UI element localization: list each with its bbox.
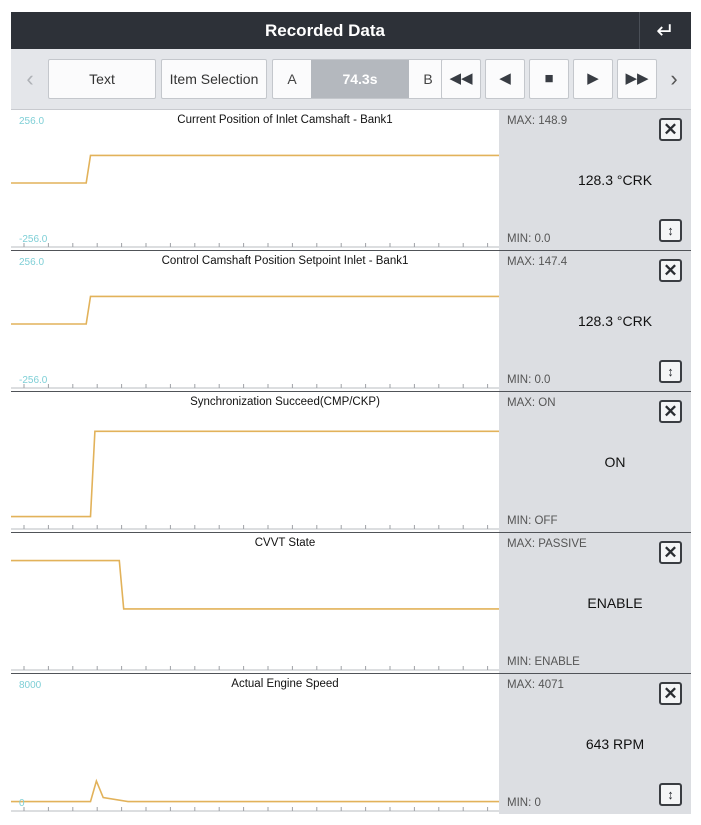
max-value: MAX: ON [507, 397, 556, 409]
value-panel [499, 674, 691, 814]
current-value: 128.3 °CRK [577, 172, 653, 188]
min-value: MIN: 0.0 [507, 233, 551, 245]
trace-line [11, 296, 499, 324]
min-value: MIN: 0.0 [507, 374, 551, 386]
graph [11, 533, 499, 673]
value-panel [499, 533, 691, 673]
graph-title: Current Position of Inlet Camshaft - Bank1 [177, 114, 393, 126]
graph-canvas [11, 392, 499, 532]
y-max-label: 256.0 [19, 257, 45, 268]
toolbar [11, 49, 691, 110]
trace-line [11, 431, 499, 516]
step-back-icon[interactable]: ◀ [485, 59, 525, 99]
value-panel [499, 251, 691, 391]
graph-canvas [11, 110, 499, 250]
graph [11, 392, 499, 532]
y-max-label: 256.0 [19, 116, 45, 127]
trace-line [11, 561, 499, 609]
max-value: MAX: PASSIVE [507, 538, 587, 550]
scale-icon[interactable]: ↕ [659, 783, 682, 806]
value-panel [499, 392, 691, 532]
chevron-right-icon[interactable]: › [670, 66, 678, 91]
data-row [11, 392, 691, 533]
data-row [11, 110, 691, 251]
title-bar [11, 12, 691, 49]
text-button[interactable]: Text [48, 59, 156, 99]
cursor-b-button[interactable]: B [423, 71, 433, 87]
value-panel [499, 110, 691, 250]
max-value: MAX: 4071 [507, 679, 564, 691]
return-arrow-icon[interactable]: ↵ [639, 12, 691, 49]
close-icon[interactable]: ✕ [659, 682, 682, 705]
max-value: MAX: 148.9 [507, 115, 568, 127]
current-value: ON [604, 454, 626, 470]
min-value: MIN: ENABLE [507, 656, 580, 668]
graph [11, 110, 499, 250]
cursor-a-button[interactable]: A [287, 71, 297, 87]
item-selection-button[interactable]: Item Selection [161, 59, 267, 99]
graph-title: CVVT State [254, 537, 316, 549]
graph [11, 251, 499, 391]
graph-canvas [11, 251, 499, 391]
trace-line [11, 155, 499, 183]
close-icon[interactable]: ✕ [659, 541, 682, 564]
fast-rewind-icon[interactable]: ◀◀ [441, 59, 481, 99]
scale-icon[interactable]: ↕ [659, 219, 682, 242]
close-icon[interactable]: ✕ [659, 259, 682, 282]
graph-title: Synchronization Succeed(CMP/CKP) [190, 396, 380, 408]
y-max-label: 8000 [19, 680, 42, 691]
page-title: Recorded Data [265, 21, 385, 40]
close-icon[interactable]: ✕ [659, 118, 682, 141]
chevron-left-icon[interactable]: ‹ [26, 66, 34, 91]
cursor-time: 74.3s [311, 60, 409, 98]
max-value: MAX: 147.4 [507, 256, 568, 268]
graph-canvas [11, 674, 499, 814]
data-row [11, 533, 691, 674]
min-value: MIN: 0 [507, 797, 541, 809]
stop-icon[interactable]: ■ [529, 59, 569, 99]
y-min-label: -256.0 [19, 234, 48, 245]
data-stream-list [11, 110, 691, 815]
graph-canvas [11, 533, 499, 673]
y-min-label: 0 [19, 798, 25, 809]
y-min-label: -256.0 [19, 375, 48, 386]
graph [11, 674, 499, 814]
data-row [11, 251, 691, 392]
min-value: MIN: OFF [507, 515, 558, 527]
cursor-range [272, 59, 447, 99]
play-icon[interactable]: ▶ [573, 59, 613, 99]
scale-icon[interactable]: ↕ [659, 360, 682, 383]
close-icon[interactable]: ✕ [659, 400, 682, 423]
data-row [11, 674, 691, 815]
trace-line [11, 781, 499, 802]
current-value: 128.3 °CRK [577, 313, 653, 329]
fast-forward-icon[interactable]: ▶▶ [617, 59, 657, 99]
current-value: 643 RPM [585, 736, 645, 752]
current-value: ENABLE [587, 595, 643, 611]
graph-title: Actual Engine Speed [231, 678, 339, 690]
graph-title: Control Camshaft Position Setpoint Inlet - Bank1 [161, 255, 409, 267]
